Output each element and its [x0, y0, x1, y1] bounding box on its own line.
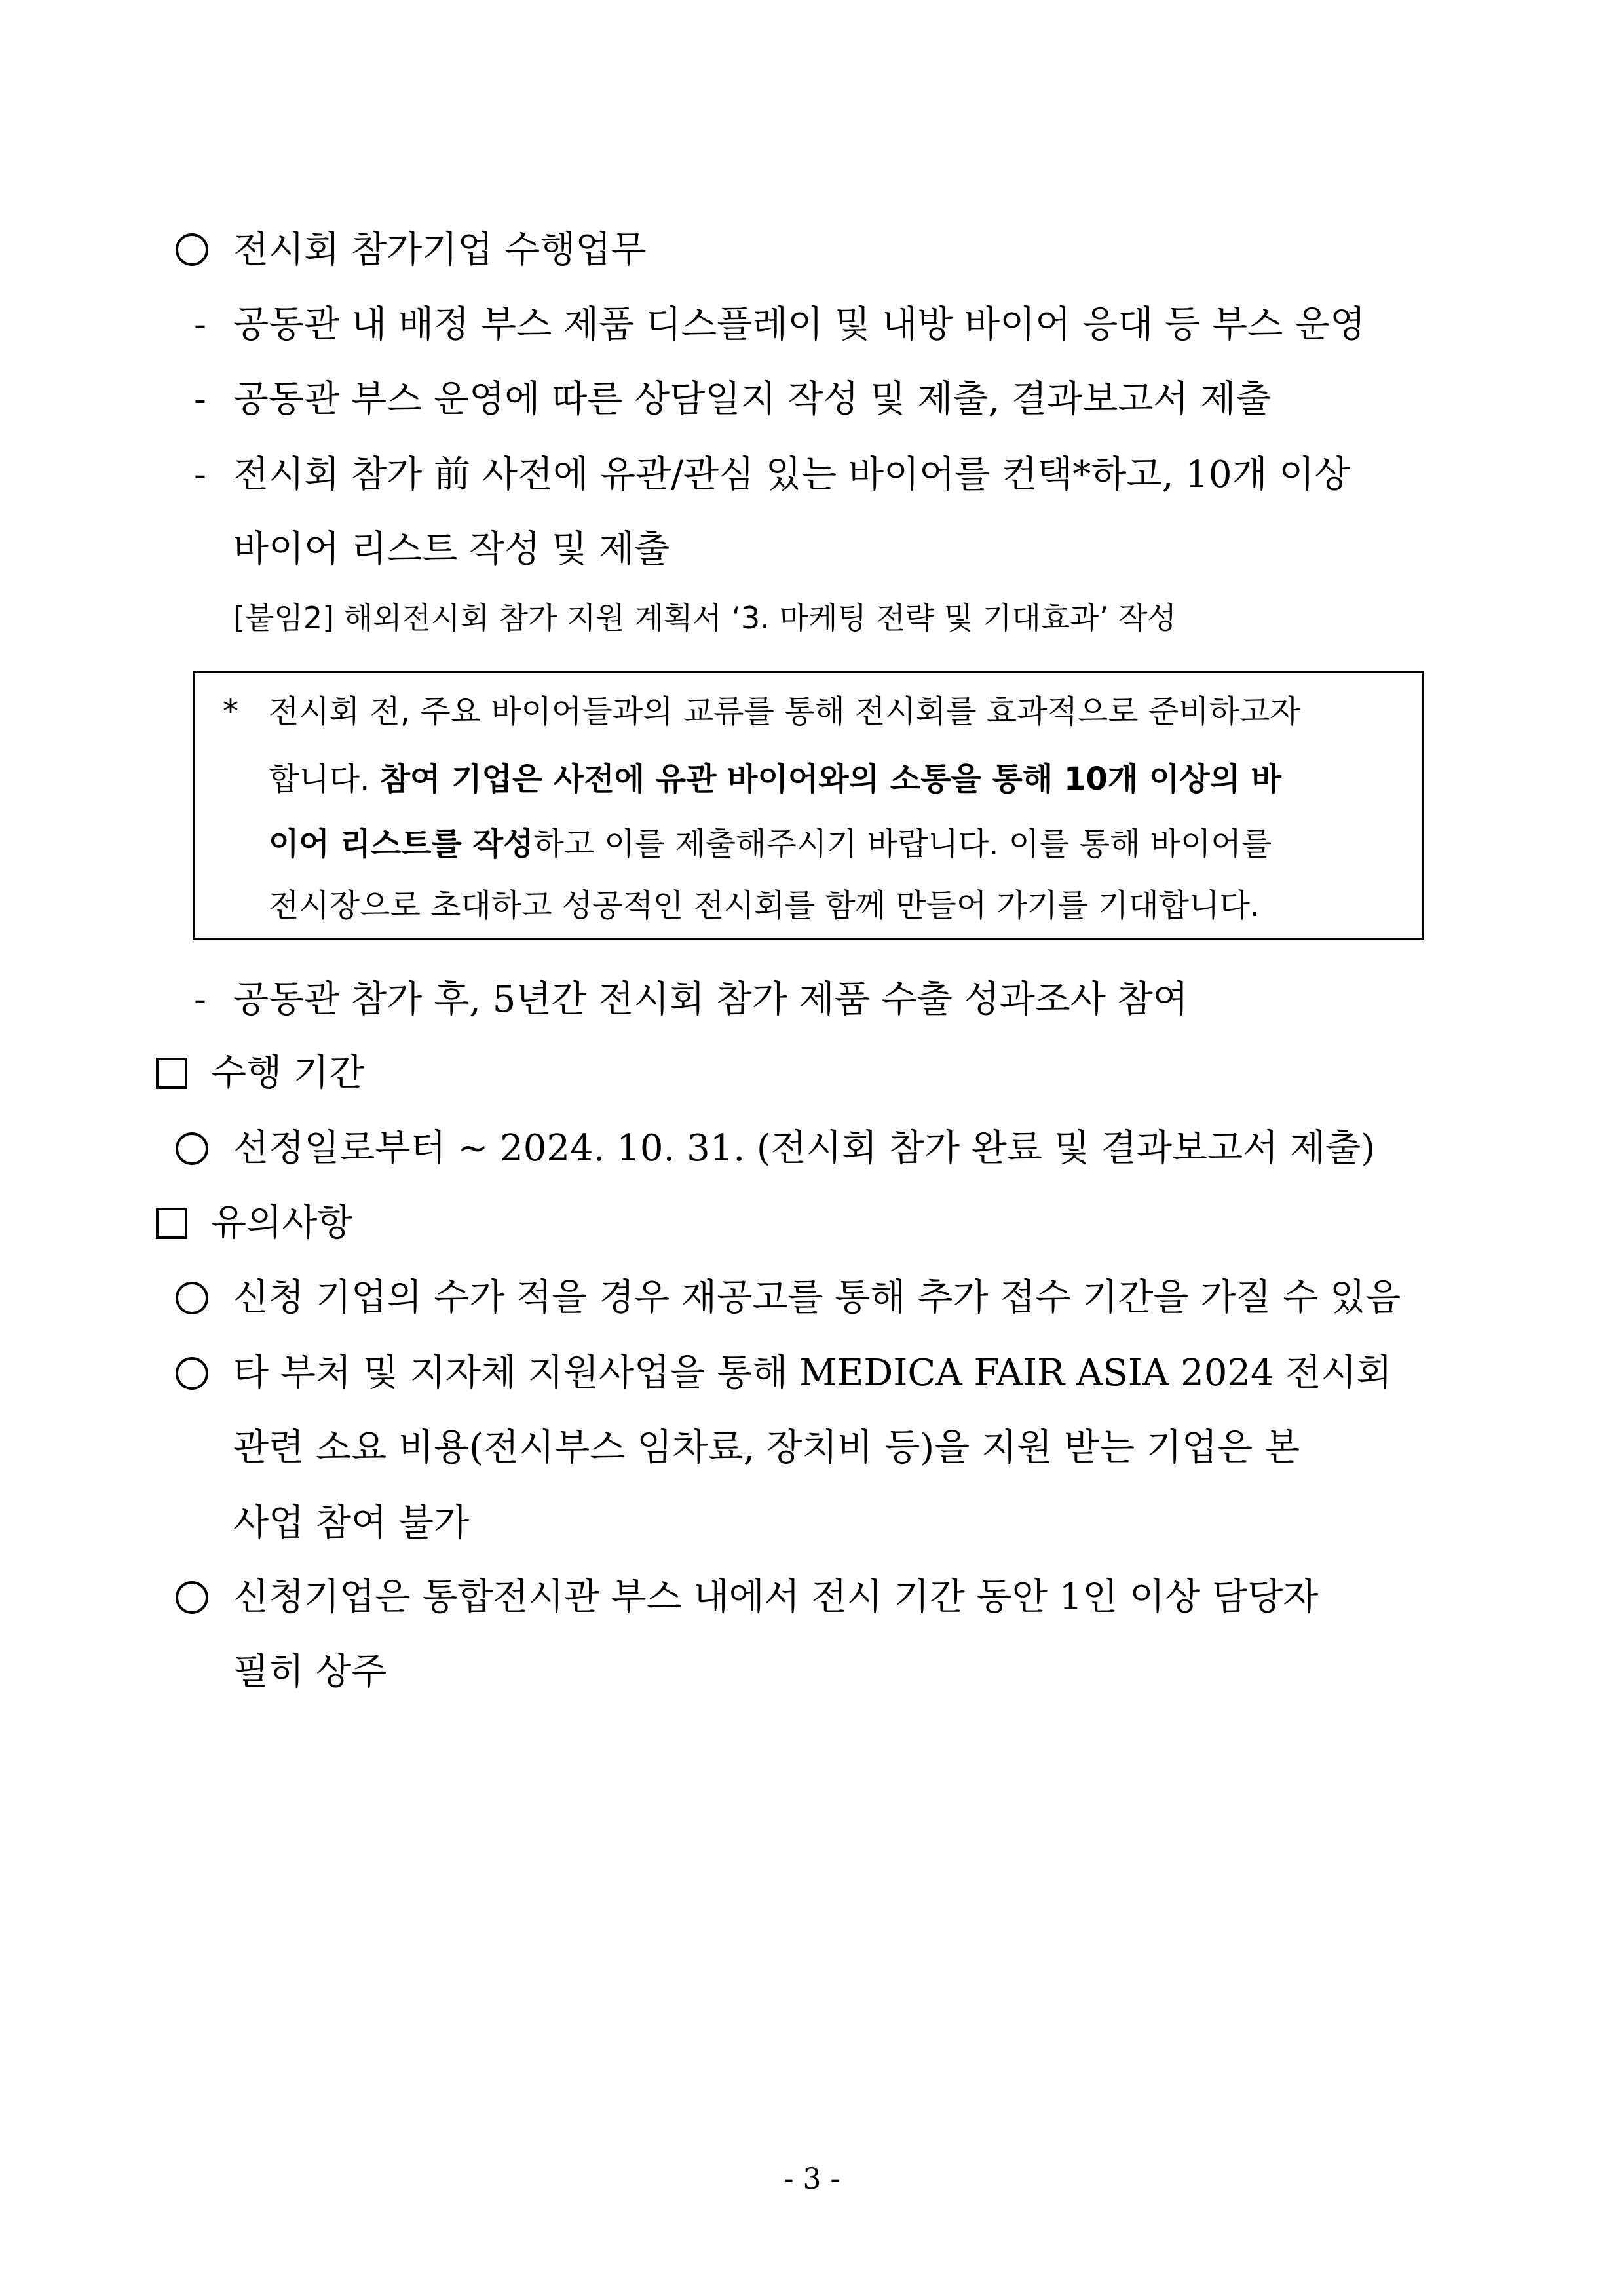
square-bullet-icon [156, 1058, 187, 1089]
circle-bullet-icon [176, 1282, 208, 1314]
notes-item-2-line-3: 사업 참여 불가 [233, 1502, 470, 1544]
section-tasks-heading: 전시회 참가기업 수행업무 [233, 229, 647, 271]
note-line-2 [269, 763, 1281, 795]
note-line-3-plain: 하고 이를 제출해주시기 바랍니다. 이를 통해 바이어를 [533, 826, 1272, 862]
circle-bullet-icon [176, 1581, 208, 1614]
notes-item-2-line-2: 관련 소요 비용(전시부스 임차료, 장치비 등)을 지원 받는 기업은 본 [233, 1426, 1300, 1469]
section-period-heading: 수행 기간 [211, 1052, 365, 1094]
note-line-4: 전시장으로 초대하고 성공적인 전시회를 함께 만들어 가기를 기대합니다. [269, 887, 1260, 924]
task-item-1: 공동관 내 배정 부스 제품 디스플레이 및 내방 바이어 응대 등 부스 운영 [233, 303, 1366, 346]
notes-item-3-line-2: 필히 상주 [233, 1651, 387, 1693]
task-item-3: 전시회 참가 前 사전에 유관/관심 있는 바이어를 컨택*하고, 10개 이상 [233, 453, 1350, 496]
dash-bullet: - [194, 378, 206, 421]
circle-bullet-icon [176, 1132, 208, 1165]
dash-bullet: - [194, 978, 206, 1021]
note-line-3 [269, 828, 1272, 860]
square-bullet-icon [156, 1208, 187, 1239]
dash-bullet: - [194, 453, 206, 496]
section-notes-heading: 유의사항 [211, 1202, 353, 1244]
period-item: 선정일로부터 ~ 2024. 10. 31. (전시회 참가 완료 및 결과보고서 제출) [233, 1127, 1376, 1170]
notes-item-2-line-1: 타 부처 및 지자체 지원사업을 통해 MEDICA FAIR ASIA 2024 전시회 [233, 1352, 1392, 1394]
notes-item-3-line-1: 신청기업은 통합전시관 부스 내에서 전시 기간 동안 1인 이상 담당자 [233, 1576, 1319, 1618]
attachment-note: [붙임2] 해외전시회 참가 지원 계획서 ‘3. 마케팅 전략 및 기대효과’ 작성 [233, 600, 1177, 636]
circle-bullet-icon [176, 233, 208, 266]
dash-bullet: - [194, 303, 206, 346]
notes-item-1: 신청 기업의 수가 적을 경우 재공고를 통해 추가 접수 기간을 가질 수 있음 [233, 1276, 1401, 1319]
task-item-2: 공동관 부스 운영에 따른 상담일지 작성 및 제출, 결과보고서 제출 [233, 378, 1272, 421]
note-line-3-bold: 이어 리스트를 작성 [269, 826, 534, 862]
task-item-3-continued: 바이어 리스트 작성 및 제출 [233, 528, 670, 571]
task-item-last: 공동관 참가 후, 5년간 전시회 참가 제품 수출 성과조사 참여 [233, 978, 1188, 1021]
note-marker: * [223, 693, 238, 730]
circle-bullet-icon [176, 1357, 208, 1390]
note-line-1: 전시회 전, 주요 바이어들과의 교류를 통해 전시회를 효과적으로 준비하고자 [269, 693, 1300, 730]
page-number: - 3 - [784, 2162, 840, 2196]
note-line-2-bold: 참여 기업은 사전에 유관 바이어와의 소통을 통해 10개 이상의 바 [379, 761, 1282, 797]
note-line-2-plain: 합니다. [269, 761, 370, 797]
